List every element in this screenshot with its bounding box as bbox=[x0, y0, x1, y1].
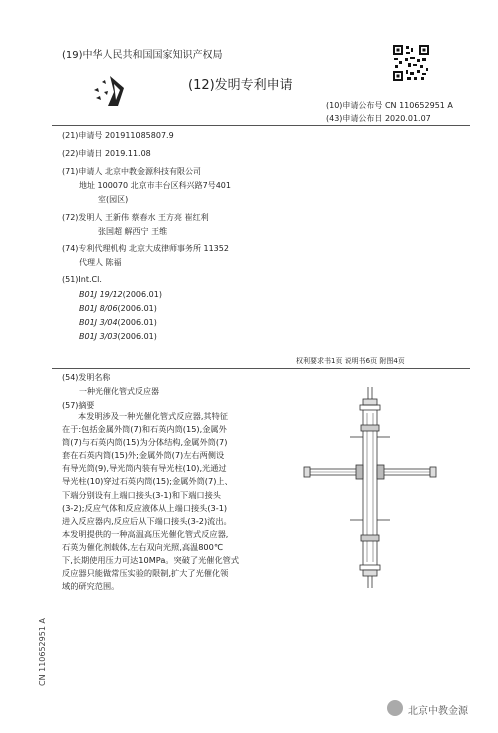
abstract-line: 下,长期使用压力可达10MPa。突破了光催化管式 bbox=[62, 555, 240, 566]
invention-title: 一种光催化管式反应器 bbox=[79, 387, 159, 396]
abstract-line: 石英为催化剂载体,左右双向光照,高温800℃ bbox=[62, 541, 224, 552]
publication-date: (43)申请公布日 2020.01.07 bbox=[326, 114, 431, 123]
ipc-code: B01J 3/04 bbox=[79, 318, 118, 327]
ipc-date: (2006.01) bbox=[117, 332, 157, 341]
wechat-icon bbox=[387, 700, 403, 716]
ipc-date: (2006.01) bbox=[117, 304, 157, 313]
ipc-code: B01J 19/12 bbox=[79, 290, 123, 299]
abstract-line: (3-2);反应气体和反应液体从上端口接头(3-1) bbox=[62, 502, 228, 513]
side-publication-number: CN 110652951 A bbox=[38, 618, 47, 686]
address-line-1: 地址 100070 北京市丰台区科兴路7号401 bbox=[79, 181, 231, 190]
publication-number: (10)申请公布号 CN 110652951 A bbox=[326, 101, 453, 110]
abstract-line: 有导光筒(9),导光筒内装有导光柱(10),光通过 bbox=[62, 463, 227, 474]
abstract-line: 套在石英内筒(15)外;金属外筒(7)左右两侧设 bbox=[62, 450, 225, 461]
abstract-line: 本发明涉及一种光催化管式反应器,其特征 bbox=[78, 411, 228, 421]
ipc-date: (2006.01) bbox=[117, 318, 157, 327]
abstract-line: 反应器只能做常压实验的限制,扩大了光催化领 bbox=[62, 568, 229, 579]
ipc-date: (2006.01) bbox=[122, 290, 162, 299]
application-number: (21)申请号 201911085807.9 bbox=[62, 131, 174, 140]
int-cl-label: (51)Int.Cl. bbox=[62, 275, 102, 284]
ipc-row bbox=[79, 318, 157, 327]
patent-agent: 代理人 陈福 bbox=[79, 258, 122, 267]
ipc-row bbox=[79, 290, 162, 299]
cnipa-logo-icon bbox=[90, 70, 130, 110]
application-date: (22)申请日 2019.11.08 bbox=[62, 149, 151, 158]
ipc-row bbox=[79, 304, 157, 313]
reactor-drawing bbox=[300, 385, 440, 590]
abstract-text bbox=[62, 410, 288, 593]
inventors-line-1: (72)发明人 王新伟 蔡春水 王方亮 崔红利 bbox=[62, 213, 209, 222]
inventors-line-2: 张国超 解西宁 王维 bbox=[98, 227, 168, 236]
abstract-label: (57)摘要 bbox=[62, 401, 95, 410]
abstract-line: 导光柱(10)穿过石英内筒(15);金属外筒(7)上、 bbox=[62, 476, 233, 487]
ipc-row bbox=[79, 332, 157, 341]
biblio-divider bbox=[52, 368, 470, 369]
qr-code bbox=[392, 44, 430, 82]
patent-agency: (74)专利代理机构 北京大成律师事务所 11352 bbox=[62, 244, 229, 253]
address-line-2: 室(园区) bbox=[98, 195, 129, 204]
header-divider bbox=[52, 125, 470, 126]
abstract-line: 本发明提供的一种高温高压光催化管式反应器, bbox=[62, 528, 229, 539]
document-type: (12)发明专利申请 bbox=[188, 78, 293, 93]
abstract-line: 域的研究范围。 bbox=[62, 581, 120, 592]
abstract-line: 筒(7)与石英内筒(15)为分体结构,金属外筒(7) bbox=[62, 437, 228, 448]
applicant: (71)申请人 北京中教金源科技有限公司 bbox=[62, 167, 201, 176]
abstract-line: 进入反应器内,反应后从下端口接头(3-2)流出。 bbox=[62, 515, 232, 526]
abstract-line: 下端分别设有上端口接头(3-1)和下端口接头 bbox=[62, 489, 221, 500]
abstract-line: 在于:包括金属外筒(7)和石英内筒(15),金属外 bbox=[62, 424, 227, 435]
ipc-code: B01J 8/06 bbox=[79, 304, 118, 313]
page-counts: 权利要求书1页 说明书6页 附图4页 bbox=[296, 357, 405, 365]
watermark-text: 北京中教金源 bbox=[408, 706, 468, 717]
title-label: (54)发明名称 bbox=[62, 373, 111, 382]
ipc-code: B01J 3/03 bbox=[79, 332, 118, 341]
office-name: (19)中华人民共和国国家知识产权局 bbox=[62, 50, 223, 61]
